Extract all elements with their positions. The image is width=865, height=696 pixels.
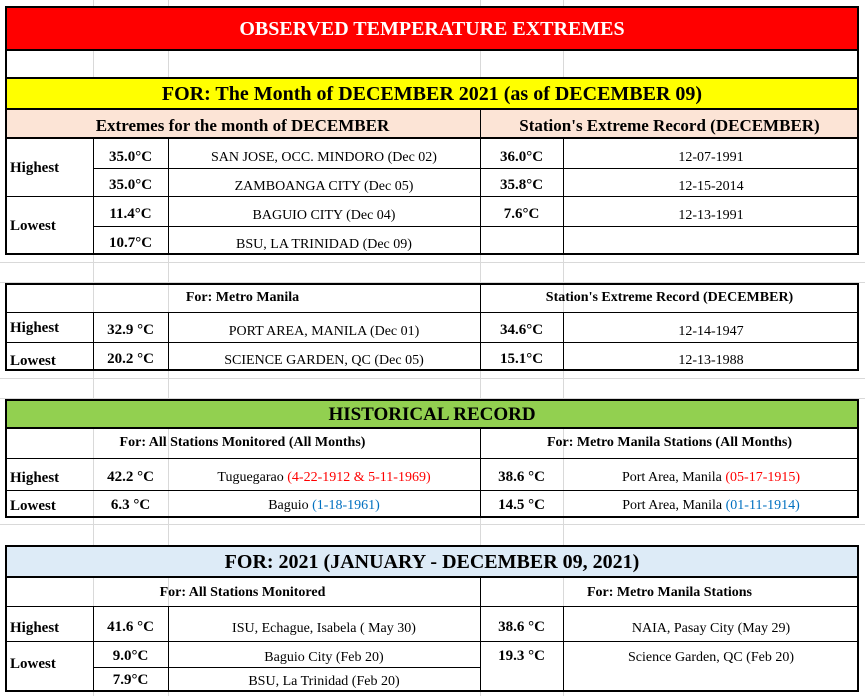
station-cell [168, 471, 480, 485]
record-temp: 34.6°C [499, 322, 544, 338]
temp-value: 32.9 °C [107, 322, 154, 338]
section4-left-header: For: All Stations Monitored [159, 585, 326, 600]
lowest-label: Lowest [10, 218, 56, 234]
divider [93, 168, 859, 169]
temp-value: 41.6 °C [107, 619, 154, 635]
divider [5, 641, 859, 642]
highest-label: Highest [10, 620, 60, 636]
mm-record-date: (05-17-1915) [725, 470, 801, 485]
grid-line [0, 524, 865, 525]
divider [93, 667, 480, 668]
section2-right-header: Station's Extreme Record (DECEMBER) [545, 290, 794, 305]
divider [5, 312, 859, 313]
grid-line [0, 378, 865, 379]
mm-station-name: NAIA, Pasay City (May 29) [631, 621, 791, 636]
divider [5, 490, 859, 491]
section1-left-header: Extremes for the month of DECEMBER [95, 116, 390, 135]
mm-station-cell [563, 499, 859, 513]
grid-line [0, 262, 865, 263]
mm-temp-value: 19.3 °C [498, 648, 545, 664]
temp-value: 35.0°C [108, 177, 153, 193]
row-label: Lowest [10, 353, 56, 369]
station-name: BSU, LA TRINIDAD (Dec 09) [236, 237, 412, 252]
mm-temp-value: 14.5 °C [498, 497, 545, 513]
record-date: 12-14-1947 [678, 324, 744, 339]
blank-row [5, 51, 859, 77]
mm-temp-value: 38.6 °C [498, 619, 545, 635]
divider [5, 606, 859, 607]
lowest-label: Lowest [10, 656, 56, 672]
station-name: BAGUIO CITY (Dec 04) [252, 208, 396, 223]
divider [5, 342, 859, 343]
temp-value: 7.9°C [112, 672, 149, 688]
mm-station-cell [563, 471, 859, 485]
record-temp: 7.6°C [503, 206, 540, 222]
section2-left-header: For: Metro Manila [185, 290, 300, 305]
temp-value: 35.0°C [108, 149, 153, 165]
temp-value: 20.2 °C [107, 351, 154, 367]
record-date: 12-13-1991 [678, 208, 744, 223]
temp-value: 42.2 °C [107, 469, 154, 485]
historical-title: HISTORICAL RECORD [328, 404, 536, 425]
month-banner-text: FOR: The Month of DECEMBER 2021 (as of DECEMBER 09) [161, 83, 703, 105]
section4-right-header: For: Metro Manila Stations [587, 585, 752, 600]
temp-value: 11.4°C [109, 206, 152, 222]
station-name: ZAMBOANGA CITY (Dec 05) [234, 179, 414, 194]
station-name: Tuguegarao [217, 470, 288, 485]
station-name: SAN JOSE, OCC. MINDORO (Dec 02) [211, 150, 437, 165]
divider [93, 226, 859, 227]
record-date: 12-07-1991 [678, 150, 744, 165]
record-temp: 35.8°C [499, 177, 544, 193]
temp-value: 6.3 °C [110, 497, 151, 513]
section3-right-header: For: Metro Manila Stations (All Months) [546, 435, 793, 450]
page-title: OBSERVED TEMPERATURE EXTREMES [239, 18, 625, 40]
divider [5, 458, 859, 459]
row-label: Highest [10, 320, 60, 336]
row-label: Lowest [10, 498, 56, 514]
highest-label: Highest [10, 160, 60, 176]
section3-left-header: For: All Stations Monitored (All Months) [119, 435, 366, 450]
record-date: 12-15-2014 [678, 179, 744, 194]
row-label: Highest [10, 470, 60, 486]
mm-station-name: Port Area, Manila [621, 470, 726, 485]
record-date: (4-22-1912 & 5-11-1969) [287, 470, 431, 485]
station-name: SCIENCE GARDEN, QC (Dec 05) [224, 353, 424, 368]
mm-station-name: Port Area, Manila [622, 498, 726, 513]
station-name: Baguio City (Feb 20) [264, 650, 384, 665]
record-temp: 36.0°C [499, 149, 544, 165]
temp-value: 9.0°C [112, 648, 149, 664]
record-date: (1-18-1961) [312, 498, 380, 513]
mm-temp-value: 38.6 °C [498, 469, 545, 485]
station-cell [168, 499, 480, 513]
station-name: PORT AREA, MANILA (Dec 01) [228, 324, 420, 339]
divider [563, 606, 564, 692]
temp-value: 10.7°C [108, 235, 153, 251]
station-name: BSU, La Trinidad (Feb 20) [248, 674, 400, 689]
year-title: FOR: 2021 (JANUARY - DECEMBER 09, 2021) [224, 551, 640, 573]
mm-station-name: Science Garden, QC (Feb 20) [627, 650, 794, 665]
record-date: 12-13-1988 [678, 353, 744, 368]
record-temp: 15.1°C [499, 351, 544, 367]
station-name: Baguio [268, 498, 313, 513]
station-name: ISU, Echague, Isabela ( May 30) [232, 621, 416, 636]
mm-record-date: (01-11-1914) [725, 498, 800, 513]
section1-right-header: Station's Extreme Record (DECEMBER) [519, 116, 820, 135]
divider [5, 196, 859, 197]
